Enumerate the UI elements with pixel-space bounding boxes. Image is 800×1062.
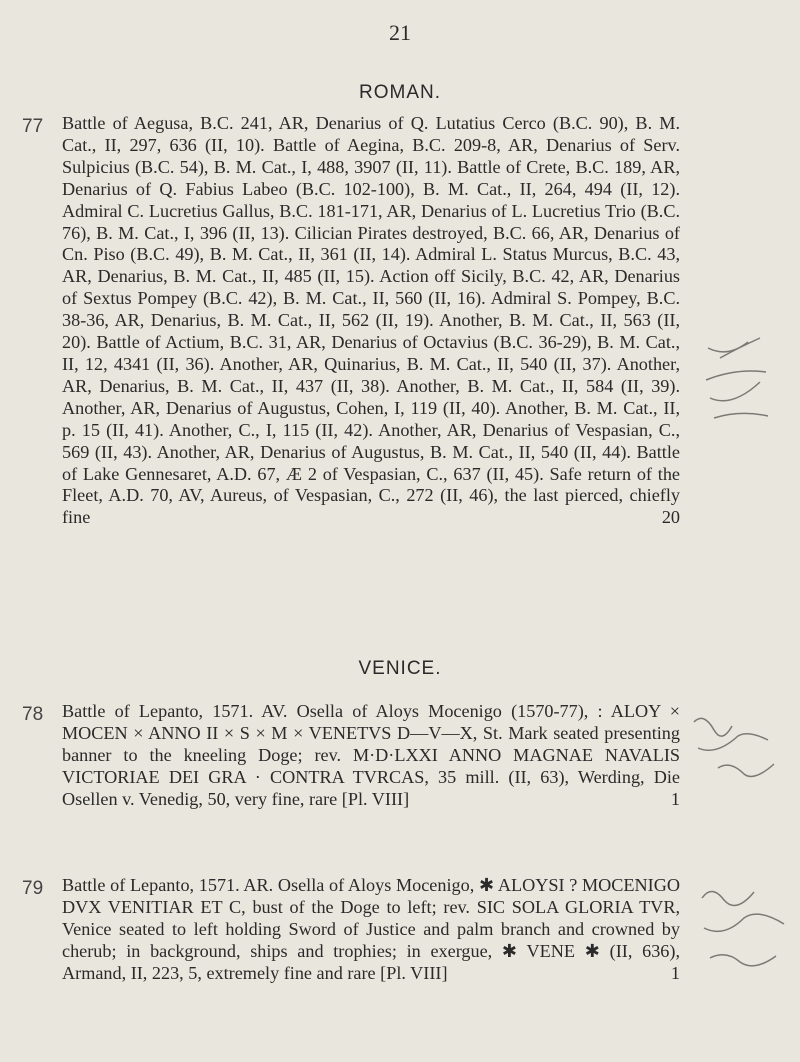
lot-text: Battle of Aegusa, B.C. 241, AR, Denarius of Q. Lutatius Cerco (B.C. 90), B. M. Cat., II, 297, 636 (II, 10). Battle of Aegina, B.C. 209-8, AR, Denarius of Serv. Sulpicius (B.C. 54), B. M. Cat., I, 488, 3907 (II, 11). Battle of Crete, B.C. 189, AR, Denarius of Q. Fabius Labeo (B.C. 102-100), B. M. Cat., II, 264, 494 (II, 12). Admiral C. Lucretius Gallus, B.C. 181-171, AR, Denarius of L. Lucretius Trio (B.C. 76), B. M. Cat., I, 396 (II, 13). Cilician Pirates destroyed, B.C. 66, AR, Denarius of Cn. Piso (B.C. 49), B. M. Cat., II, 361 (II, 14). Admiral L. Status Murcus, B.C. 43, AR, Denarius, B. M. Cat., II, 485 (II, 15). Action off Sicily, B.C. 42, AR, Denarius of Sextus Pompey (B.C. 42), B. M. Cat., II, 560 (II, 16). Admiral S. Pompey, B.C. 38-36, AR, Denarius, B. M. Cat., II, 562 (II, 19). Another, B. M. Cat., II, 563 (II, 20). Battle of Actium, B.C. 31, AR, Denarius of Octavius (B.C. 36-29), B. M. Cat., II, 12, 4341 (II, 36). Another, AR, Quinarius, B. M. Cat., II, 540 (II, 37). Another, AR, Denarius, B. M. Cat., II, 437 (II, 38). Another, B. M. Cat., II, 584 (II, 39). Another, AR, Denarius of Augustus, Cohen, I, 119 (II, 40). Another, B. M. Cat., II, p. 15 (II, 41). Another, C., I, 115 (II, 42). Another, AR, Denarius of Vespasian, C., 569 (II, 43). Another, AR, Denarius of Augustus, B. M. Cat., II, 540 (II, 44). Battle of Lake Gennesaret, A.D. 67, Æ 2 of Vespasian, C., 637 (II, 45). Safe return of the Fleet, A.D. 70, AV, Aureus, of Vespasian, C., 272 (II, 46), the last pierced, chiefly fine	[62, 113, 680, 528]
lot-price: 1	[670, 788, 680, 809]
lot-price: 20	[661, 507, 680, 528]
lot-number: 77	[22, 116, 44, 137]
page-number: 21	[389, 20, 411, 45]
section-heading-venice: VENICE.	[358, 658, 442, 679]
lot-number: 78	[22, 704, 44, 725]
handwritten-annotation	[700, 318, 790, 463]
lot-text: Battle of Lepanto, 1571. AR. Osella of Aloys Mocenigo, ✱ ALOYSI ? MOCENIGO DVX VENITIAR ET C, bust of the Doge to left; rev. SIC SOLA GLORIA TVR, Venice seated to left holding Sword of Justice and palm branch and crowned by cherub; in background, ships and trophies; in exergue, ✱ VENE ✱ (II, 636), Armand, II, 223, 5, extremely fine and rare [Pl. VIII]	[62, 875, 680, 983]
lot-description	[62, 701, 680, 811]
lot-description	[62, 113, 680, 529]
section-heading-roman: ROMAN.	[359, 82, 441, 103]
lot-text: Battle of Lepanto, 1571. AV. Osella of Aloys Mocenigo (1570-77), : ALOY × MOCEN × ANNO II × S × M × VENETVS D—V—X, St. Mark seated presenting banner to the kneeling Doge; rev. M·D·LXXI ANNO MAGNAE NAVALIS VICTORIAE DEI GRA · CONTRA TVRCAS, 35 mill. (II, 63), Werding, Die Osellen v. Venedig, 50, very fine, rare [Pl. VIII]	[62, 701, 680, 809]
handwritten-annotation	[696, 878, 796, 993]
handwritten-annotation	[688, 708, 798, 803]
lot-number: 79	[22, 878, 44, 899]
lot-price: 1	[670, 962, 680, 983]
lot-description	[62, 875, 680, 985]
